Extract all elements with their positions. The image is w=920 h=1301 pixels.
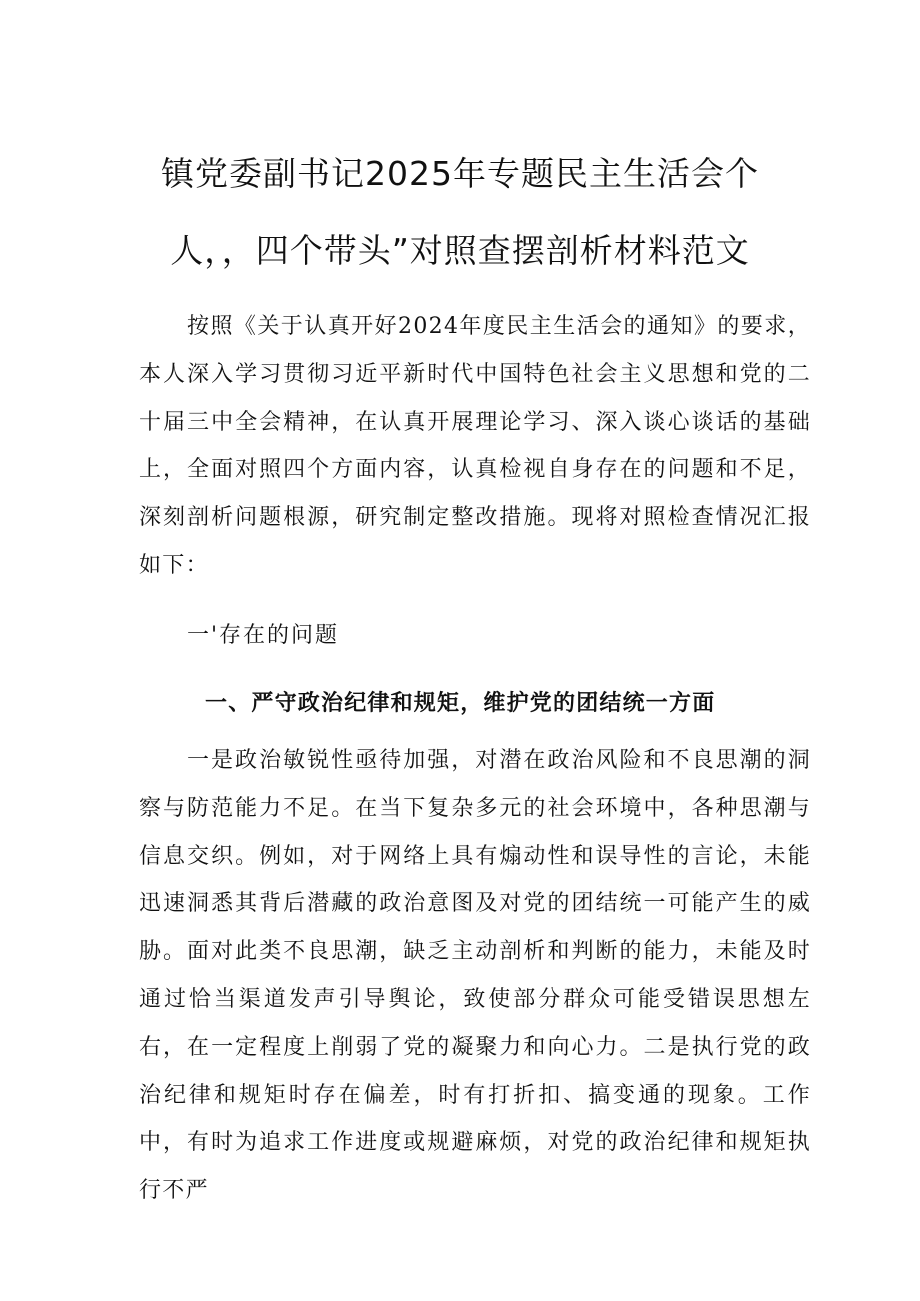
document-title-line-2: 人，，四个带头”对照查摆剖析材料范文 <box>170 231 750 270</box>
section-heading: 一'存在的问题 <box>187 623 340 648</box>
subsection-heading: 一、严守政治纪律和规矩，维护党的团结统一方面 <box>205 690 716 716</box>
document-title-line-1: 镇党委副书记2025年专题民主生活会个 <box>161 154 759 193</box>
intro-paragraph: 按照《关于认真开好2024年度民主生活会的通知》的要求，本人深入学习贯彻习近平新时代中国特色社会主义思想和党的二十届三中全会精神，在认真开展理论学习、深入谈心谈话的基础上，全面对照四个方面内容，认真检视自身存在的问题和不足，深刻剖析问题根源，研究制定整改措施。现将对照检查情况汇报如下： <box>139 314 811 578</box>
body-paragraph: 一是政治敏锐性亟待加强，对潜在政治风险和不良思潮的洞察与防范能力不足。在当下复杂多元的社会环境中，各种思潮与信息交织。例如，对于网络上具有煽动性和误导性的言论，未能迅速洞悉其背后潜藏的政治意图及对党的团结统一可能产生的威胁。面对此类不良思潮，缺乏主动剖析和判断的能力，未能及时通过恰当渠道发声引导舆论，致使部分群众可能受错误思想左右，在一定程度上削弱了党的凝聚力和向心力。二是执行党的政治纪律和规矩时存在偏差，时有打折扣、搞变通的现象。工作中，有时为追求工作进度或规避麻烦，对党的政治纪律和规矩执行不严 <box>139 748 811 1204</box>
